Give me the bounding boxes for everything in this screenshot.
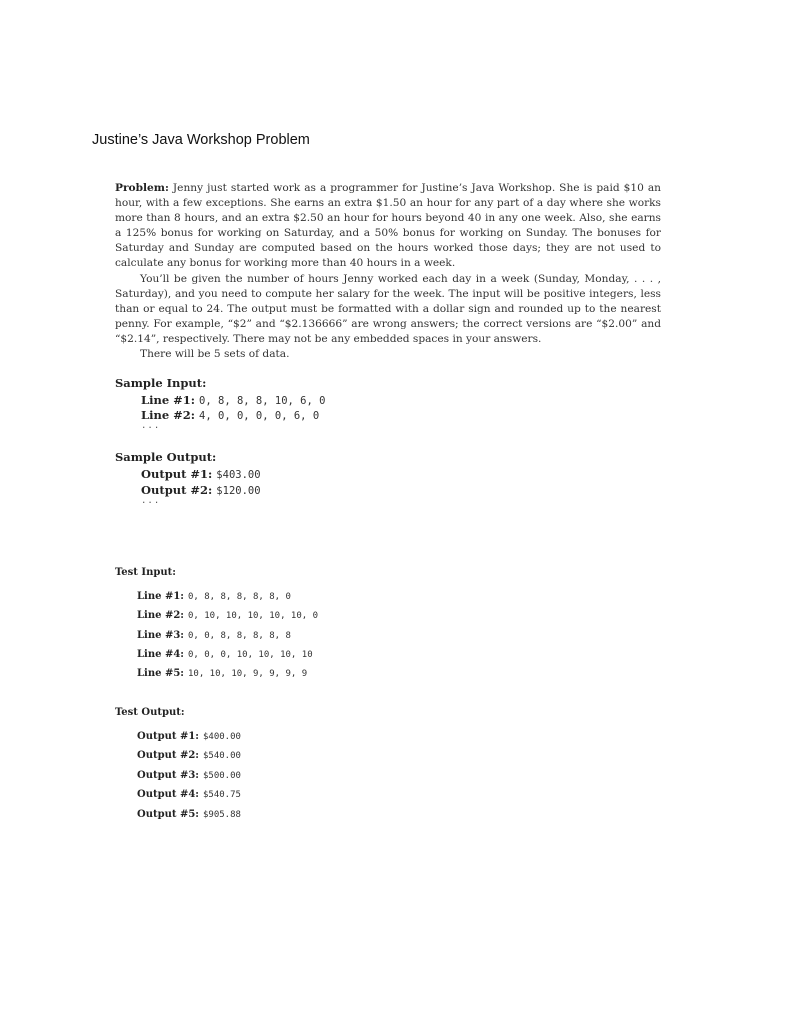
- test-output-line: [137, 804, 241, 822]
- output-label: Output #5:: [137, 809, 199, 820]
- output-label: Output #1:: [141, 467, 213, 481]
- line-value: 0, 0, 8, 8, 8, 8, 8: [187, 631, 291, 641]
- output-value: $540.75: [203, 790, 241, 800]
- line-value: 0, 10, 10, 10, 10, 10, 0: [187, 611, 319, 621]
- line-label: Line #1:: [137, 591, 184, 602]
- sample-input-ellipsis: ...: [141, 421, 161, 431]
- line-label: Line #3:: [137, 630, 184, 641]
- sample-input-line: [141, 406, 319, 424]
- page-title: Justine’s Java Workshop Problem: [92, 132, 310, 148]
- output-label: Output #4:: [137, 789, 199, 800]
- output-label: Output #2:: [137, 750, 199, 761]
- output-value: $500.00: [203, 771, 241, 781]
- line-label: Line #1:: [141, 393, 196, 407]
- output-value: $905.88: [203, 810, 241, 820]
- test-input-heading: Test Input:: [115, 567, 176, 578]
- test-input-line: [137, 663, 307, 681]
- test-output-line: [137, 726, 241, 744]
- problem-lead: Problem:: [115, 182, 169, 194]
- line-value: 4, 0, 0, 0, 0, 6, 0: [199, 410, 320, 422]
- sample-output-ellipsis: ...: [141, 496, 161, 506]
- test-input-line: [137, 644, 313, 662]
- problem-paragraph-3: There will be 5 sets of data.: [140, 348, 290, 361]
- line-label: Line #5:: [137, 668, 184, 679]
- line-value: 10, 10, 10, 9, 9, 9, 9: [187, 669, 308, 679]
- test-output-line: [137, 745, 241, 763]
- test-output-heading: Test Output:: [115, 707, 185, 718]
- output-value: $540.00: [203, 751, 241, 761]
- test-input-line: [137, 625, 291, 643]
- output-label: Output #1:: [137, 731, 199, 742]
- line-value: 0, 0, 0, 10, 10, 10, 10: [187, 650, 313, 660]
- line-label: Line #2:: [141, 408, 196, 422]
- output-value: $403.00: [216, 469, 261, 481]
- problem-paragraph-2: You’ll be given the number of hours Jenny worked each day in a week (Sunday, Monday, . . . , Saturday), and you need to compute her salary for the week. The input will be positive integers, less than or equal to 24. The output must be formatted with a dollar sign and rounded up to the nearest penny. For example, “$2” and “$2.136666” are wrong answers; the correct versions are “$2.00” and “$2.14”, respectively. There may not be any embedded spaces in your answers.: [115, 272, 661, 345]
- test-input-line: [137, 605, 318, 623]
- output-label: Output #3:: [137, 770, 199, 781]
- line-value: 0, 8, 8, 8, 8, 8, 0: [187, 592, 291, 602]
- problem-statement: [115, 181, 661, 362]
- output-label: Output #2:: [141, 483, 213, 497]
- sample-input-heading: Sample Input:: [115, 376, 207, 390]
- problem-paragraph-1: [115, 181, 661, 272]
- line-label: Line #2:: [137, 610, 184, 621]
- output-value: $400.00: [203, 732, 241, 742]
- problem-text-1: Jenny just started work as a programmer for Justine’s Java Workshop. She is paid $10 an hour, with a few exceptions. She earns an extra $1.50 an hour for any part of a day where she works more than 8 hours, and an extra $2.50 an hour for hours beyond 40 in any one week. Also, she earns a 125% bonus for working on Saturday, and a 50% bonus for working on Sunday. The bonuses for Saturday and Sunday are computed based on the hours worked those days; they are not used to calculate any bonus for working more than 40 hours in a week.: [115, 182, 661, 270]
- test-output-line: [137, 784, 241, 802]
- line-value: 0, 8, 8, 8, 10, 6, 0: [199, 395, 326, 407]
- test-output-line: [137, 765, 241, 783]
- test-input-line: [137, 586, 291, 604]
- sample-output-heading: Sample Output:: [115, 450, 217, 464]
- output-value: $120.00: [216, 485, 261, 497]
- line-label: Line #4:: [137, 649, 184, 660]
